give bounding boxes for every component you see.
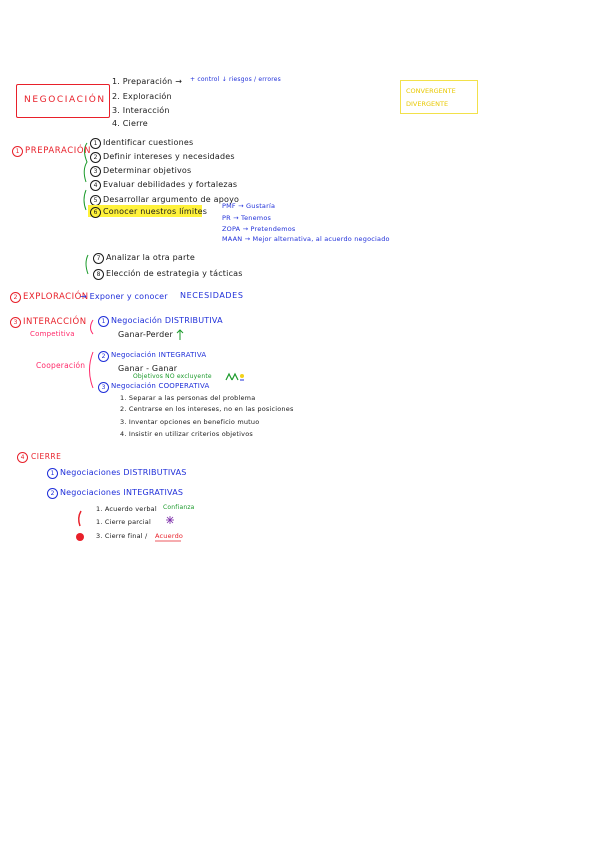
people-icon (226, 374, 244, 380)
cierre-item-1: Negociaciones DISTRIBUTIVAS (60, 468, 187, 477)
brace-green-3 (86, 255, 88, 274)
prep-item-8-num: 8 (93, 269, 104, 280)
limit-pr: PR → Tenemos (222, 214, 272, 222)
cierre-step-1-note: Confianza (163, 504, 195, 511)
coop-step-4: 4. Insistir en utilizar criterios objetivos (120, 430, 253, 438)
heading-cierre: CIERRE (31, 452, 62, 461)
prep-item-8: Elección de estrategia y tácticas (106, 269, 243, 278)
section-number-1: 1 (12, 146, 23, 157)
heading-preparacion: PREPARACIÓN (25, 146, 92, 156)
phase-1: 1. Preparación → (112, 77, 183, 86)
prep-item-7-num: 7 (93, 253, 104, 264)
phase-4: 4. Cierre (112, 119, 148, 128)
heading-interaccion: INTERACCIÓN (23, 317, 87, 327)
note-line-2: DIVERGENTE (406, 100, 449, 108)
red-dot-icon (76, 533, 84, 541)
heading-exploracion: EXPLORACIÓN (23, 292, 89, 302)
phase-3: 3. Interacción (112, 106, 170, 115)
limit-pmf: PMF → Gustaría (222, 202, 276, 210)
exploracion-key: NECESIDADES (180, 291, 244, 300)
distributiva-title: Negociación DISTRIBUTIVA (111, 316, 223, 325)
prep-item-1: Identificar cuestiones (103, 138, 194, 147)
section-number-3: 3 (10, 317, 21, 328)
cierre-item-2-num: 2 (47, 488, 58, 499)
prep-item-2-num: 2 (90, 152, 101, 163)
integrativa-sub: Ganar - Ganar (118, 364, 178, 373)
phase-2: 2. Exploración (112, 92, 172, 101)
cierre-item-2: Negociaciones INTEGRATIVAS (60, 488, 184, 497)
page-title: NEGOCIACIÓN (24, 95, 106, 105)
cierre-step-2: 1. Cierre parcial (96, 518, 151, 526)
prep-item-3: Determinar objetivos (103, 166, 192, 175)
cooperativa-title: Negociación COOPERATIVA (111, 382, 210, 390)
integrativa-note: Objetivos NO excluyente (133, 373, 212, 380)
interaccion-sub: Competitiva (30, 330, 75, 338)
coop-label: Cooperación (36, 361, 86, 370)
note-line-1: CONVERGENTE (406, 87, 456, 95)
phase-1-extra: + control ↓ riesgos / errores (190, 76, 281, 83)
cierre-step-3: 3. Cierre final / (96, 532, 148, 540)
prep-item-3-num: 3 (90, 166, 101, 177)
integrativa-title: Negociación INTEGRATIVA (111, 351, 207, 359)
cooperativa-num: 3 (98, 382, 109, 393)
coop-step-2: 2. Centrarse en los intereses, no en las posiciones (120, 405, 294, 413)
prep-item-4-num: 4 (90, 180, 101, 191)
note-box (400, 80, 478, 114)
prep-item-5: Desarrollar argumento de apoyo (103, 195, 240, 204)
red-mark (79, 511, 81, 526)
exploracion-text: → Exponer y conocer (80, 292, 168, 301)
brace-pink-1 (91, 320, 94, 334)
prep-item-4: Evaluar debilidades y fortalezas (103, 180, 238, 189)
limit-maan: MAAN → Mejor alternativa, al acuerdo negociado (222, 235, 390, 243)
prep-item-2: Definir intereses y necesidades (103, 152, 235, 161)
up-arrow-icon (177, 330, 183, 340)
coop-step-3: 3. Inventar opciones en beneficio mutuo (120, 418, 260, 426)
section-number-4: 4 (17, 452, 28, 463)
prep-item-6: Conocer nuestros límites (103, 207, 208, 216)
brace-green-2 (84, 190, 86, 210)
limit-zopa: ZOPA → Pretendemos (222, 225, 296, 233)
section-number-2: 2 (10, 292, 21, 303)
integrativa-num: 2 (98, 351, 109, 362)
prep-item-6-num: 6 (90, 207, 101, 218)
prep-item-7: Analizar la otra parte (106, 253, 195, 262)
cierre-step-1: 1. Acuerdo verbal (96, 505, 157, 513)
distributiva-sub: Ganar-Perder (118, 330, 174, 339)
prep-item-1-num: 1 (90, 138, 101, 149)
prep-item-5-num: 5 (90, 195, 101, 206)
cierre-item-1-num: 1 (47, 468, 58, 479)
title-box (16, 84, 110, 118)
starburst-icon (166, 516, 174, 524)
brace-pink-2 (90, 352, 94, 388)
coop-step-1: 1. Separar a las personas del problema (120, 394, 256, 402)
cierre-step-3-note: Acuerdo (155, 532, 184, 540)
distributiva-num: 1 (98, 316, 109, 327)
